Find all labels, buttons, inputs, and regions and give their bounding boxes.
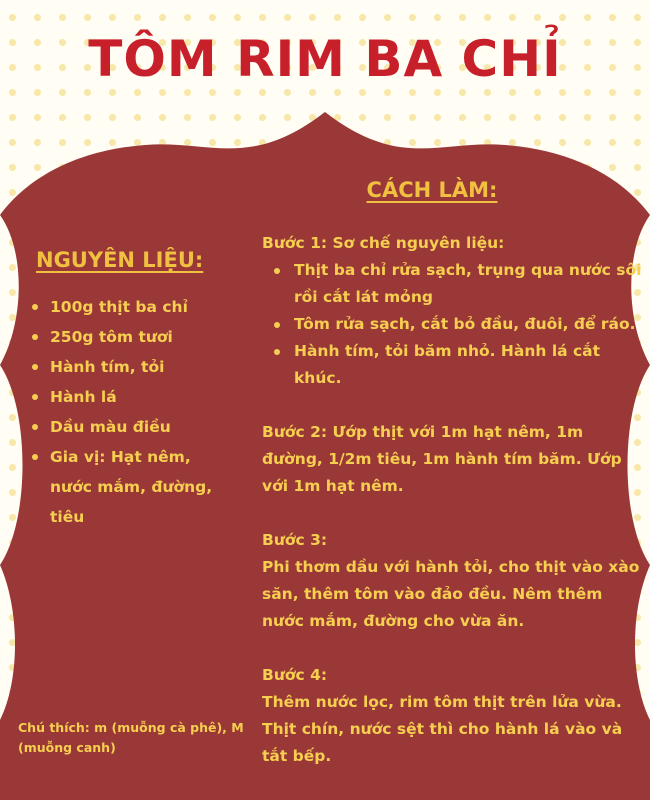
- method-section: [262, 178, 642, 770]
- ingredients-list: [28, 292, 233, 532]
- ingredients-heading: NGUYÊN LIỆU:: [36, 248, 204, 272]
- ingredient-item: Gia vị: Hạt nêm, nước mắm, đường, tiêu: [28, 442, 233, 532]
- step-3-title: Bước 3:: [262, 531, 328, 549]
- footnote: Chú thích: m (muỗng cà phê), M (muỗng canh): [18, 720, 244, 755]
- ingredient-item: Hành lá: [28, 382, 233, 412]
- step-1-title: Bước 1: Sơ chế nguyên liệu:: [262, 234, 505, 252]
- step-1-item: Thịt ba chỉ rửa sạch, trụng qua nước sôi rồi cắt lát mỏng: [262, 257, 642, 311]
- step-4-title: Bước 4:: [262, 666, 328, 684]
- step-2-text: Bước 2: Ướp thịt với 1m hạt nêm, 1m đường, 1/2m tiêu, 1m hành tím băm. Ướp với 1m hạt nêm.: [262, 423, 622, 495]
- ingredients-section: [28, 248, 233, 532]
- step-4-text: Thêm nước lọc, rim tôm thịt trên lửa vừa. Thịt chín, nước sệt thì cho hành lá vào và tắt bếp.: [262, 693, 623, 765]
- step-1-item: Tôm rửa sạch, cắt bỏ đầu, đuôi, để ráo.: [262, 311, 642, 338]
- step-1-item: Hành tím, tỏi băm nhỏ. Hành lá cắt khúc.: [262, 338, 642, 392]
- method-heading: CÁCH LÀM:: [366, 178, 498, 202]
- step-1-list: [262, 257, 642, 392]
- ingredient-item: Dầu màu điều: [28, 412, 233, 442]
- ingredient-item: 250g tôm tươi: [28, 322, 233, 352]
- step-3-text: Phi thơm dầu với hành tỏi, cho thịt vào xào săn, thêm tôm vào đảo đều. Nêm thêm nước mắm, đường cho vừa ăn.: [262, 558, 640, 630]
- ingredient-item: 100g thịt ba chỉ: [28, 292, 233, 322]
- recipe-title: TÔM RIM BA CHỈ: [88, 30, 562, 88]
- ingredient-item: Hành tím, tỏi: [28, 352, 233, 382]
